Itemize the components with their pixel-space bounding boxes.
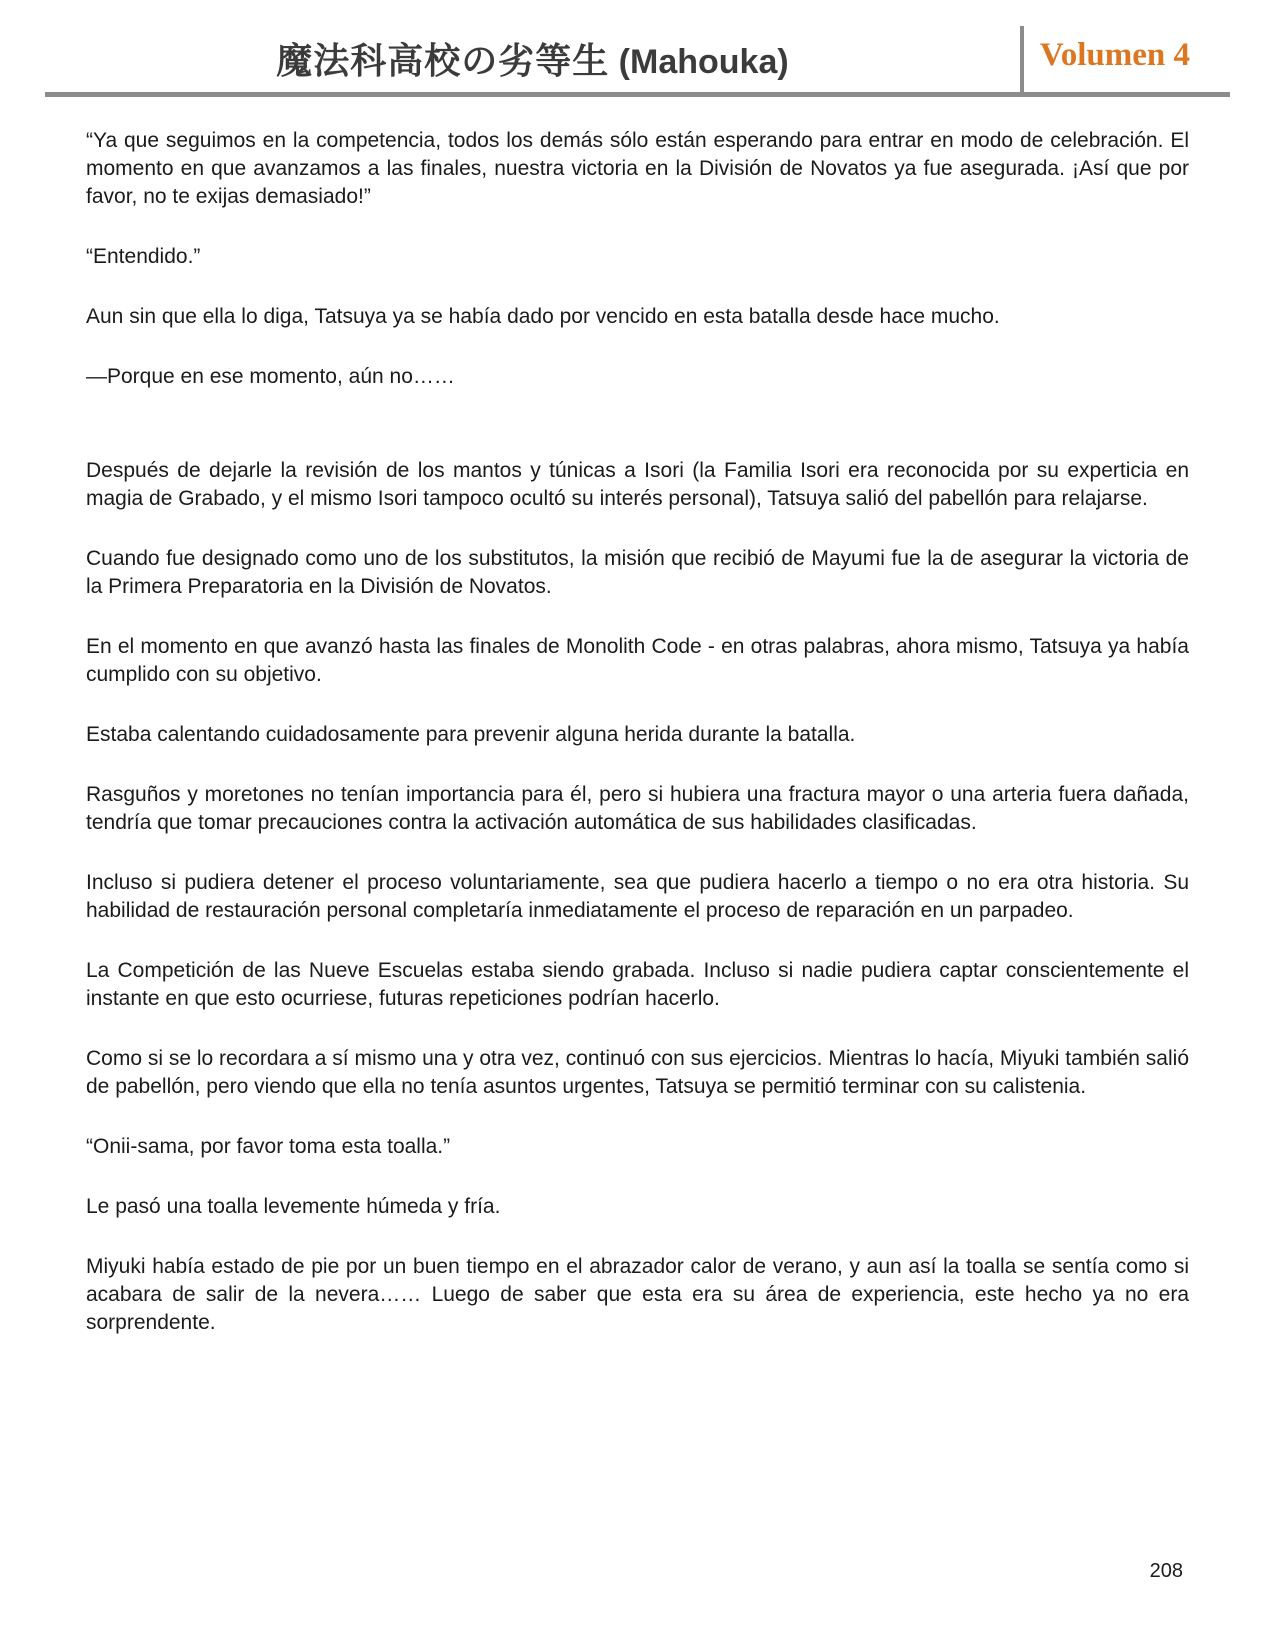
paragraph: La Competición de las Nueve Escuelas estaba siendo grabada. Incluso si nadie pudiera captar conscientemente el instante en que esto ocurriese, futuras repeticiones podrían hacerlo.	[86, 959, 1189, 1010]
paragraph: —Porque en ese momento, aún no……	[86, 365, 455, 388]
paragraph: Le pasó una toalla levemente húmeda y fría.	[86, 1195, 501, 1218]
series-title-romanized: (Mahouka)	[609, 43, 789, 81]
paragraph: Aun sin que ella lo diga, Tatsuya ya se había dado por vencido en esta batalla desde hace mucho.	[86, 305, 1000, 328]
paragraph: “Ya que seguimos en la competencia, todos los demás sólo están esperando para entrar en modo de celebración. El momento en que avanzamos a las finales, nuestra victoria en la División de Novatos ya fue asegurada. ¡Así que por favor, no te exijas demasiado!”	[86, 129, 1189, 208]
volume-label: Volumen 4	[1039, 37, 1190, 73]
page-header	[45, 0, 1230, 97]
paragraph: “Entendido.”	[86, 245, 201, 268]
paragraph: Después de dejarle la revisión de los mantos y túnicas a Isori (la Familia Isori era reconocida por su experticia en magia de Grabado, y el mismo Isori tampoco ocultó su interés personal), Tatsuya salió del pabellón para relajarse.	[86, 459, 1189, 510]
page-number: 208	[1149, 1560, 1183, 1582]
paragraph: En el momento en que avanzó hasta las finales de Monolith Code - en otras palabras, ahora mismo, Tatsuya ya había cumplido con su objetivo.	[86, 635, 1189, 686]
paragraph: “Onii-sama, por favor toma esta toalla.”	[86, 1135, 451, 1158]
paragraph: Rasguños y moretones no tenían importancia para él, pero si hubiera una fractura mayor o una arteria fuera dañada, tendría que tomar precauciones contra la activación automática de sus habilidades clasificadas.	[86, 783, 1189, 834]
paragraph: Incluso si pudiera detener el proceso voluntariamente, sea que pudiera hacerlo a tiempo o no era otra historia. Su habilidad de restauración personal completaría inmediatamente el proceso de reparación en un parpadeo.	[86, 871, 1189, 922]
paragraph: Como si se lo recordara a sí mismo una y otra vez, continuó con sus ejercicios. Mientras lo hacía, Miyuki también salió de pabellón, pero viendo que ella no tenía asuntos urgentes, Tatsuya se permitió terminar con su calistenia.	[86, 1047, 1189, 1098]
page-title	[45, 43, 1020, 92]
paragraph: Estaba calentando cuidadosamente para prevenir alguna herida durante la batalla.	[86, 723, 856, 746]
paragraph: Miyuki había estado de pie por un buen tiempo en el abrazador calor de verano, y aun así la toalla se sentía como si acabara de salir de la nevera…… Luego de saber que esta era su área de experiencia, este hecho ya no era sorprendente.	[86, 1255, 1189, 1334]
paragraph: Cuando fue designado como uno de los substitutos, la misión que recibió de Mayumi fue la de asegurar la victoria de la Primera Preparatoria en la División de Novatos.	[86, 547, 1189, 598]
series-title-japanese: 魔法科高校の劣等生	[276, 41, 610, 82]
page-body-text	[86, 97, 1189, 1337]
